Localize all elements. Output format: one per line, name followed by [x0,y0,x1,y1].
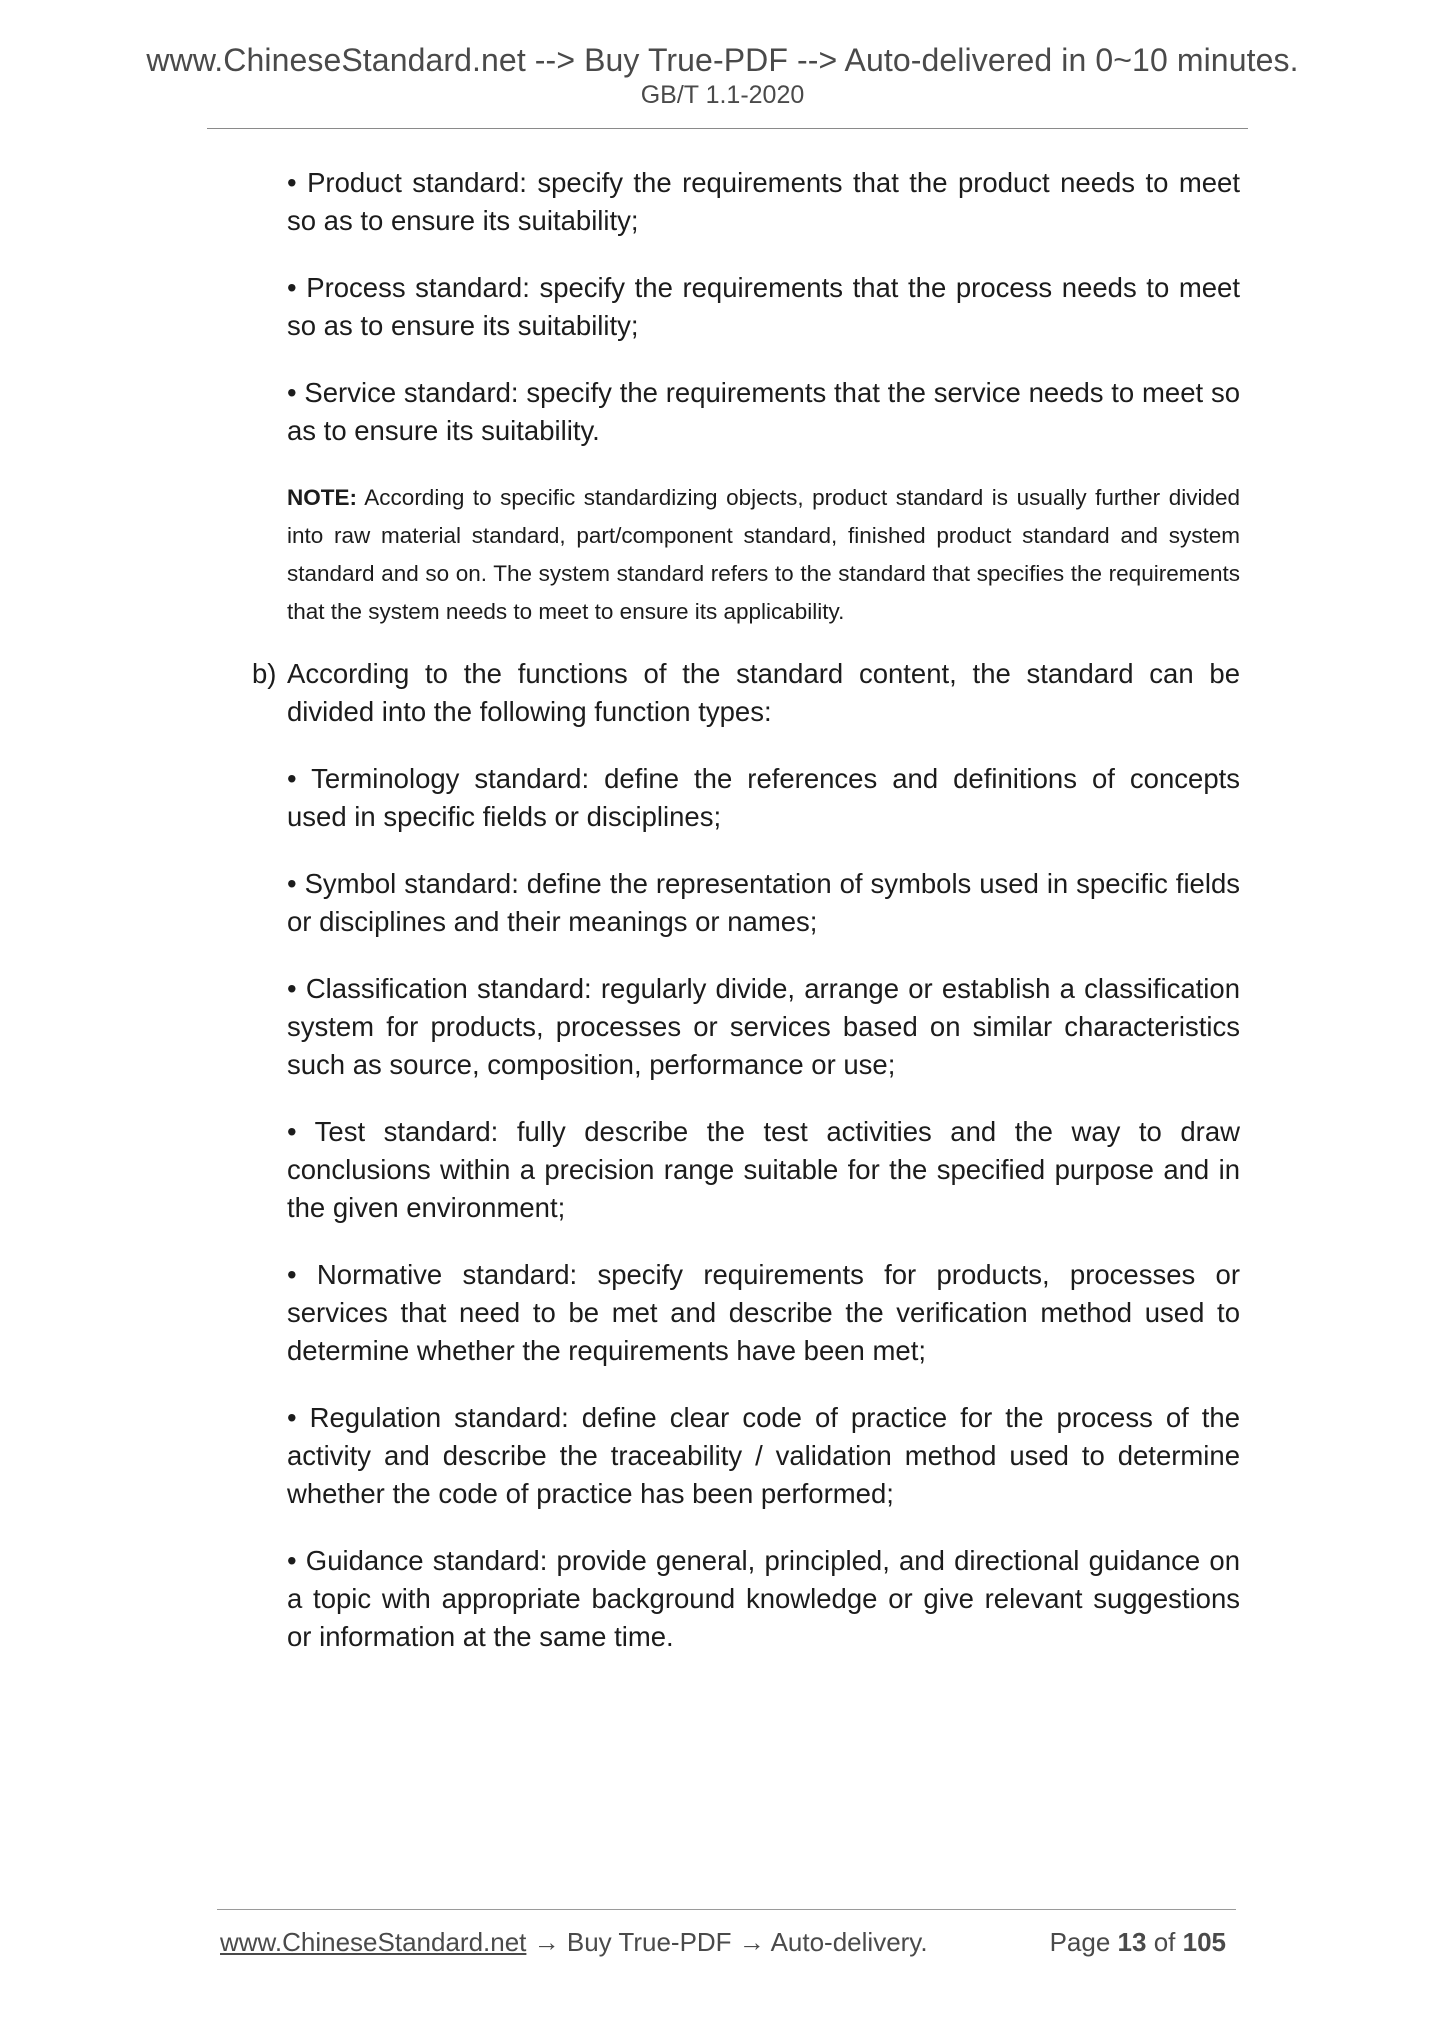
page-footer [220,1922,1232,1962]
page-header [0,40,1445,110]
page-content [252,164,1240,1685]
footer-tagline: → Buy True-PDF → Auto-delivery. [526,1927,928,1957]
page-number [1050,1922,1226,1962]
page-total: 105 [1182,1927,1226,1957]
bullet-process-standard: • Process standard: specify the requirements that the process needs to meet so as to ensure its suitability; [287,272,1240,341]
bullet-terminology-standard: • Terminology standard: define the references and definitions of concepts used in specific fields or disciplines; [287,763,1240,832]
footer-site-link[interactable]: www.ChineseStandard.net [220,1927,527,1957]
header-banner: www.ChineseStandard.net --> Buy True-PDF --> Auto-delivered in 0~10 minutes. [146,42,1299,78]
bullet-product-standard: • Product standard: specify the requirements that the product needs to meet so as to ensure its suitability; [287,167,1240,236]
bullet-normative-standard: • Normative standard: specify requirements for products, processes or services that need to be met and describe the verification method used to determine whether the requirements have been met; [287,1259,1240,1366]
bullet-service-standard: • Service standard: specify the requirements that the service needs to meet so as to ensure its suitability. [287,377,1240,446]
note-label: NOTE: [287,485,357,510]
footer-divider [217,1909,1236,1910]
footer-left [220,1922,928,1962]
bullet-classification-standard: • Classification standard: regularly divide, arrange or establish a classification system for products, processes or services based on similar characteristics such as source, composition, performance or use; [287,973,1240,1080]
document-code: GB/T 1.1-2020 [640,81,805,109]
bullet-guidance-standard: • Guidance standard: provide general, principled, and directional guidance on a topic with appropriate background knowledge or give relevant suggestions or information at the same time. [287,1545,1240,1652]
note-paragraph [287,479,1240,631]
list-marker-b: b) [252,658,277,689]
page-current: 13 [1117,1927,1147,1957]
bullet-symbol-standard: • Symbol standard: define the representation of symbols used in specific fields or disciplines and their meanings or names; [287,868,1240,937]
bullet-regulation-standard: • Regulation standard: define clear code of practice for the process of the activity and describe the traceability / validation method used to determine whether the code of practice has been performed; [287,1402,1240,1509]
note-text: According to specific standardizing objects, product standard is usually further divided into raw material standard, part/component standard, finished product standard and system standard and so on. The system standard refers to the standard that specifies the requirements that the system needs to meet to ensure its applicability. [287,485,1240,624]
page-label: Page [1049,1927,1111,1957]
list-item-b-text: According to the functions of the standard content, the standard can be divided into the following function types: [287,658,1240,727]
header-divider [207,128,1248,129]
bullet-test-standard: • Test standard: fully describe the test activities and the way to draw conclusions within a precision range suitable for the specified purpose and in the given environment; [287,1116,1240,1223]
list-item-b [252,655,1240,731]
page-of-label: of [1153,1927,1176,1957]
